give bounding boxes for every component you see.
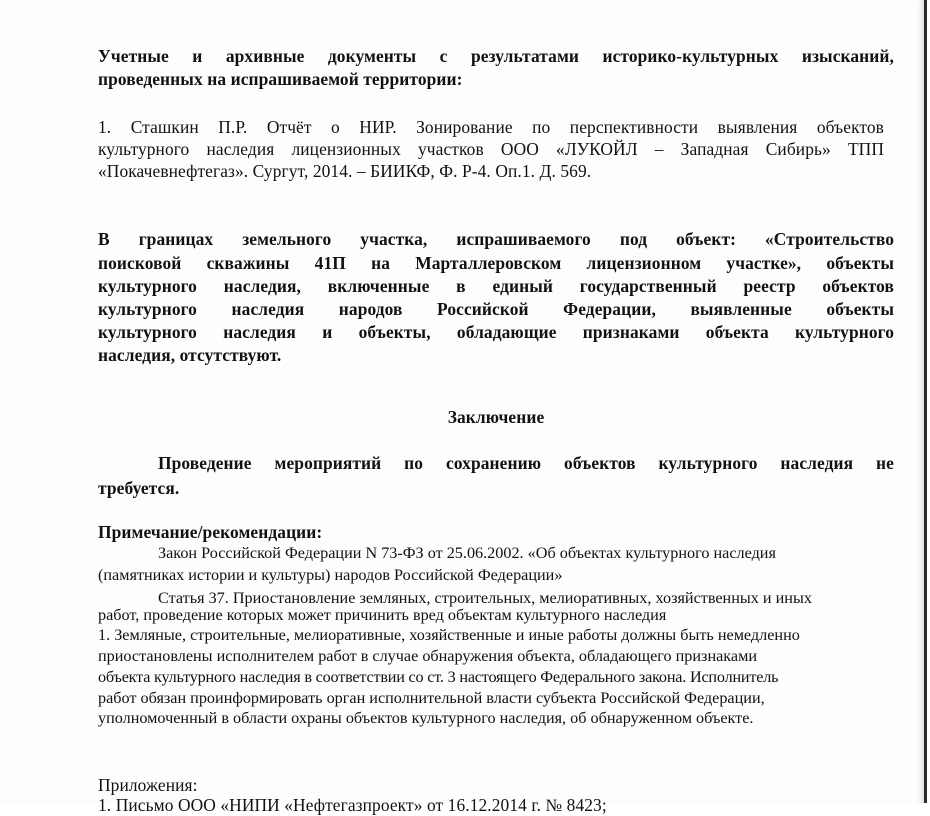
conclusion-title: Заключение — [447, 407, 545, 427]
notes-line-9: уполномоченный в области охраны объектов культурного наследия, об обнаруженном объекте. — [98, 709, 754, 727]
notes-line-3: Статья 37. Приостановление земляных, строительных, мелиоративных, хозяйственных и иных — [158, 589, 812, 607]
notes-line-8: работ обязан проинформировать орган исполнительной власти субъекта Российской Федерации, — [98, 689, 765, 707]
notes-line-6: приостановлены исполнителем работ в случае обнаружения объекта, обладающего признаками — [98, 647, 758, 665]
statement-line-3: культурного наследия, включенные в единый государственный реестр объектов — [98, 276, 894, 296]
notes-line-7: объекта культурного наследия в соответствии со ст. 3 настоящего Федерального закона. Исполнитель — [98, 668, 779, 686]
notes-line-1: Закон Российской Федерации N 73-ФЗ от 25.06.2002. «Об объектах культурного наследия — [158, 544, 776, 562]
conclusion-line-1: Проведение мероприятий по сохранению объектов культурного наследия не — [158, 453, 894, 473]
reference-line-1: 1. Сташкин П.Р. Отчёт о НИР. Зонирование по перспективности выявления объектов — [98, 117, 884, 137]
appendix-item-1: 1. Письмо ООО «НИПИ «Нефтегазпроект» от 16.12.2014 г. № 8423; — [98, 795, 607, 815]
reference-line-2: культурного наследия лицензионных участков ООО «ЛУКОЙЛ – Западная Сибирь» ТПП — [98, 139, 884, 159]
statement-line-1: В границах земельного участка, испрашиваемого под объект: «Строительство — [98, 229, 894, 249]
reference-line-3: «Покачевнефтегаз». Сургут, 2014. – БИИКФ, Ф. Р-4. Оп.1. Д. 569. — [98, 161, 592, 181]
statement-line-2: поисковой скважины 41П на Марталлеровском лицензионном участке», объекты — [98, 253, 894, 273]
notes-heading: Примечание/рекомендации: — [98, 522, 323, 542]
appendix-heading: Приложения: — [98, 775, 198, 795]
notes-line-4: работ, проведение которых может причинить вред объектам культурного наследия — [98, 606, 667, 624]
section-heading-line-1: Учетные и архивные документы с результатами историко-культурных изысканий, — [98, 46, 894, 66]
statement-line-6: наследия, отсутствуют. — [98, 345, 282, 365]
statement-line-4: культурного наследия народов Российской Федерации, выявленные объекты — [98, 299, 894, 319]
conclusion-line-2: требуется. — [98, 478, 180, 498]
notes-line-5: 1. Земляные, строительные, мелиоративные, хозяйственные и иные работы должны быть немедленно — [98, 626, 800, 644]
statement-line-5: культурного наследия и объекты, обладающие признаками объекта культурного — [98, 322, 894, 342]
section-heading-line-2: проведенных на испрашиваемой территории: — [98, 69, 463, 89]
notes-line-2: (памятниках истории и культуры) народов Российской Федерации» — [98, 566, 563, 584]
